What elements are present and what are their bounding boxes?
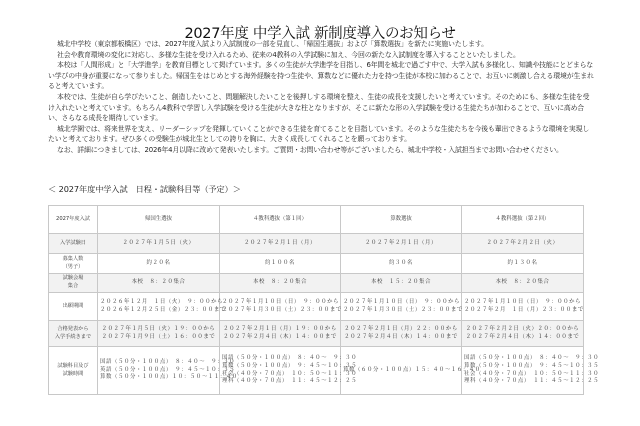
row-label-line: （男子） [62, 263, 84, 270]
subject-list [343, 367, 481, 375]
subject-list [464, 355, 599, 385]
row-label-line: 合格発表から [57, 325, 89, 332]
subject-line: 算数（５０分・１００点）１０：５０～１１：４０ [100, 374, 238, 381]
period-end: ２０２７年２月４日（木）１４：００まで [465, 333, 580, 340]
table-row-subjects [49, 347, 584, 395]
announcement-body [48, 39, 594, 156]
row-label [49, 254, 98, 274]
period-start: ２０２７年１月５日（火）１９：００から [101, 325, 216, 332]
row-label [49, 347, 98, 395]
table-cell [462, 321, 584, 347]
table-cell [220, 321, 341, 347]
subject-line: 算数（５０分・１００点） ９：４５～１０：３５ [222, 362, 358, 369]
table-cell: 本校 ８：２０集合 [98, 274, 220, 293]
period-start: ２０２７年１月１０日（日） ９：００から [464, 298, 582, 305]
table-cell: 本校 １５：２０集合 [341, 274, 462, 293]
table-row-venue [49, 274, 584, 293]
period-start: ２０２７年１月１０日（日） ９：００から [222, 298, 340, 305]
row-label [49, 321, 98, 347]
period-start: ２０２７年１月１０日（日） ９：００から [343, 298, 461, 305]
table-cell: 約３０名 [341, 254, 462, 274]
table-cell: 本校 ８：２０集合 [462, 274, 584, 293]
paragraph-vision: 城北学園では、将来世界を支え、リーダーシップを発揮していくことができる生徒を育てることを目指しています。そのような生徒たちを今後も輩出できるような環境を実現したいと考えております。ぜひ多くの受験生が城北生としての誇りを胸に、大きく成長してくれることを願っております。 [48, 124, 590, 144]
table-cell [462, 293, 584, 321]
subject-line: 算数（６０分・１００点）１５：４０～１６：４０ [343, 366, 481, 373]
row-label: 入学試験日 [49, 234, 98, 254]
paragraph-intro: 城北中学校（東京都板橋区）では、2027年度入試より入試制度の一部を見直し、「帰国生選抜」および「算数選抜」を新たに実施いたします。 [57, 40, 488, 48]
table-header-row [49, 206, 584, 234]
subject-line: 国語（５０分・１００点） ８：４０～ ９：３０ [100, 359, 236, 366]
subject-line: 算数（５０分・１００点） ９：４５～１０：３５ [464, 362, 600, 369]
period-end: ２０２７年１月３０日（土）２３：００まで [343, 306, 463, 313]
period-end: ２０２６年１２月２５日（金）２３：００まで [100, 306, 226, 313]
column-header-returnee: 帰国生選抜 [98, 206, 220, 234]
subject-list [100, 359, 238, 382]
subject-line: 英語（５０分・１００点） ９：４５～１０：３５ [100, 366, 236, 373]
table-cell: 約２０名 [98, 254, 220, 274]
subject-list [222, 355, 357, 385]
table-cell: 本校 ８：２０集合 [220, 274, 341, 293]
table-corner-label: 2027年度入試 [49, 206, 98, 234]
row-label-line: 試験時間 [62, 370, 84, 377]
period-end: ２０２７年２月 １日（月）２３：００まで [464, 306, 584, 313]
schedule-table [48, 205, 600, 395]
subject-line: 社会（４０分・７０点） １０：５０～１１：３０ [464, 370, 600, 377]
period-start: ２０２７年２月１日（月）１９：００から [223, 325, 337, 332]
subject-line: 国語（５０分・１００点） ８：４０～ ９：３０ [464, 355, 600, 362]
table-cell: ２０２７年２月２日（火） [462, 234, 584, 254]
period-end: ２０２７年１月９日（土）１６：００まで [101, 333, 216, 340]
column-header-4subject-1st: ４教科選抜（第１回） [220, 206, 341, 234]
period-start: ２０２７年２月１日（月）２２：００から [344, 325, 458, 332]
row-label-line: 試験会場 [62, 275, 84, 282]
table-cell [220, 293, 341, 321]
table-cell [341, 347, 481, 395]
table-cell: 約１３０名 [462, 254, 584, 274]
table-cell [341, 321, 462, 347]
row-label: 出願期間 [49, 293, 98, 321]
period-end: ２０２７年１月３０日（土）２３：００まで [222, 306, 342, 313]
row-label-line: 募集人数 [62, 255, 84, 262]
period-end: ２０２７年２月４日（木）１４：００まで [223, 333, 337, 340]
table-cell [98, 347, 238, 395]
subject-line: 国語（５０分・１００点） ８：４０～ ９：３０ [222, 355, 358, 362]
row-label-line: 入学手続きまで [54, 333, 92, 340]
table-cell [341, 293, 462, 321]
table-cell [220, 347, 358, 395]
table-cell [98, 321, 220, 347]
table-cell [462, 347, 600, 395]
subject-line: 社会（４０分・７０点） １０：５０～１１：３０ [222, 370, 358, 377]
table-row-application-period [49, 293, 584, 321]
table-cell: ２０２７年１月５日（火） [98, 234, 220, 254]
column-header-math: 算数選抜 [341, 206, 462, 234]
paragraph-contact: なお、詳細につきましては、2026年4月以降に改めて発表いたします。ご質問・お問い合わせ等がございましたら、城北中学校・入試担当までお問い合わせください。 [57, 145, 563, 154]
subject-line: 理科（４０分・７０点） １１：４５～１２：２５ [464, 378, 600, 385]
row-label-line: 集合 [67, 283, 79, 289]
row-label-line: 試験科目及び [57, 362, 89, 369]
schedule-section-heading: ＜ 2027年度中学入試 日程・試験科目等（予定）＞ [48, 184, 241, 194]
subject-line: 理科（４０分・７０点） １１：４５～１２：２５ [222, 378, 358, 385]
paragraph-goals: 本校は「人間形成」と「大学進学」を教育目標として掲げています。多くの生徒が大学進学を目指し、6年間を城北で過ごす中で、大学入試も多様化し、知識や技能にとどまらない学びの中身が重要になって参りました。帰国生をはじめとする海外経験を持つ生徒や、算数などに優れた力を持つ生徒が本校に加わることで、お互いに刺激し合える環境が生まれると考えています。 [48, 61, 594, 91]
paragraph-purpose: 社会や教育環境の変化に対応し、多様な生徒を受け入れるため、従来の4教科の入学試験に加え、今回の新たな入試制度を導入することといたしました。 [57, 50, 520, 59]
table-row-exam-date [49, 234, 584, 254]
table-cell [98, 293, 226, 321]
period-start: ２０２６年１２月 １日（火） ９：００から [100, 298, 224, 305]
table-row-capacity [49, 254, 584, 274]
table-cell: ２０２７年２月１日（月） [220, 234, 341, 254]
period-start: ２０２７年２月２日（火）２０：００から [465, 325, 580, 332]
table-cell: ２０２７年２月１日（月） [341, 234, 462, 254]
column-header-4subject-2nd: ４教科選抜（第２回） [462, 206, 584, 234]
row-label [49, 274, 98, 293]
page-title: 2027年度 中学入試 新制度導入のお知らせ [184, 25, 456, 42]
table-cell: 約１００名 [220, 254, 341, 274]
period-end: ２０２７年２月４日（木）１４：００まで [344, 333, 458, 340]
table-row-results-enrollment [49, 321, 584, 347]
paragraph-support: 本校では、生徒が自ら学びたいこと、創造したいこと、問題解決したいことを後押しする環境を整え、生徒の成長を支援したいと考えています。そのためにも、多様な生徒を受け入れたいと考えています。もちろん4教科で学習し入学試験を受ける生徒が大きな柱となりますが、そこに新たな形の入学試験を受ける生徒たちが加わることで、互いに高め合い、さらなる成長を期待しています。 [48, 92, 590, 123]
